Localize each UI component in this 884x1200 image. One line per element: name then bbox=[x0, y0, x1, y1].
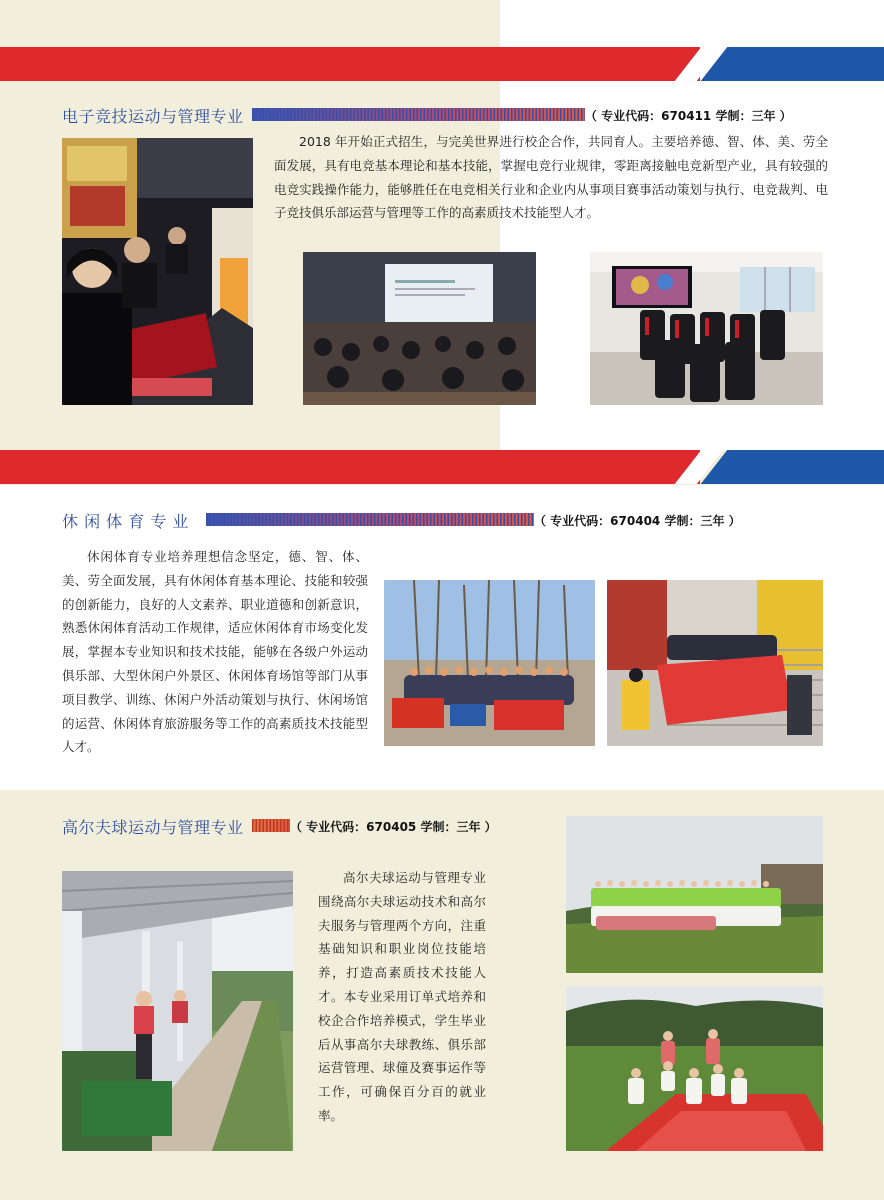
major-code-golf: （ 专业代码：670405 学制：三年 ） bbox=[290, 820, 497, 834]
section-paragraph-leisure-sports: 休闲体育专业培养理想信念坚定，德、智、体、美、劳全面发展，具有休闲体育基本理论、技能和较强的创新能力，良好的人文素养、职业道德和创新意识，熟悉休闲体育活动工作规律，适应休闲体育市场变化发展，掌握本专业知识和技术技能，能够在各级户外运动俱乐部、大型休闲户外景区、休闲体育场馆等部门从事项目教学、训练、休闲户外活动策划与执行、休闲场馆的运营、休闲体育旅游服务等工作的高素质技术技能型人才。 bbox=[62, 549, 368, 755]
esports-training-room-photo bbox=[590, 252, 823, 405]
title-hatch-bar bbox=[252, 108, 585, 121]
esports-lecture-photo bbox=[303, 252, 536, 405]
section-title-leisure-sports: 休 闲 体 育 专 业 bbox=[62, 512, 189, 531]
section-paragraph-golf: 高尔夫球运动与管理专业围绕高尔夫球运动技术和高尔夫服务与管理两个方向，注重基础知识和职业岗位技能培养，打造高素质技术技能人才。本专业采用订单式培养和校企合作培养模式，学生毕业后从事高尔夫球教练、俱乐部运营管理、球僮及赛事运作等工作，可确保百分百的就业率。 bbox=[318, 870, 486, 1123]
top-banner-stripe bbox=[0, 47, 884, 81]
golf-course-flag-photo bbox=[566, 986, 823, 1151]
leisure-outdoor-group-photo bbox=[384, 580, 595, 746]
title-hatch-bar bbox=[252, 819, 290, 832]
leisure-stairs-group-photo bbox=[607, 580, 823, 746]
section-title-golf: 高尔夫球运动与管理专业 bbox=[62, 818, 244, 837]
major-code-leisure-sports: （ 专业代码：670404 学制：三年 ） bbox=[534, 514, 741, 528]
major-code-esports: （ 专业代码：670411 学制：三年 ） bbox=[585, 109, 792, 123]
golf-team-photo bbox=[566, 816, 823, 973]
title-hatch-bar bbox=[206, 513, 534, 526]
section-title-esports: 电子竞技运动与管理专业 bbox=[62, 107, 244, 126]
golf-driving-range-photo bbox=[62, 871, 293, 1151]
section-paragraph-esports: 2018 年开始正式招生，与完美世界进行校企合作，共同育人。主要培养德、智、体、美、劳全面发展，具有电竞基本理论和基本技能，掌握电竞行业规律，零距离接触电竞新型产业，具有较强的电竞实践操作能力，能够胜任在电竞相关行业和企业内从事项目赛事活动策划与执行、电竞裁判、电子竞技俱乐部运营与管理等工作的高素质技术技能型人才。 bbox=[274, 134, 828, 221]
middle-banner-stripe bbox=[0, 450, 884, 484]
esports-players-photo bbox=[62, 138, 253, 405]
